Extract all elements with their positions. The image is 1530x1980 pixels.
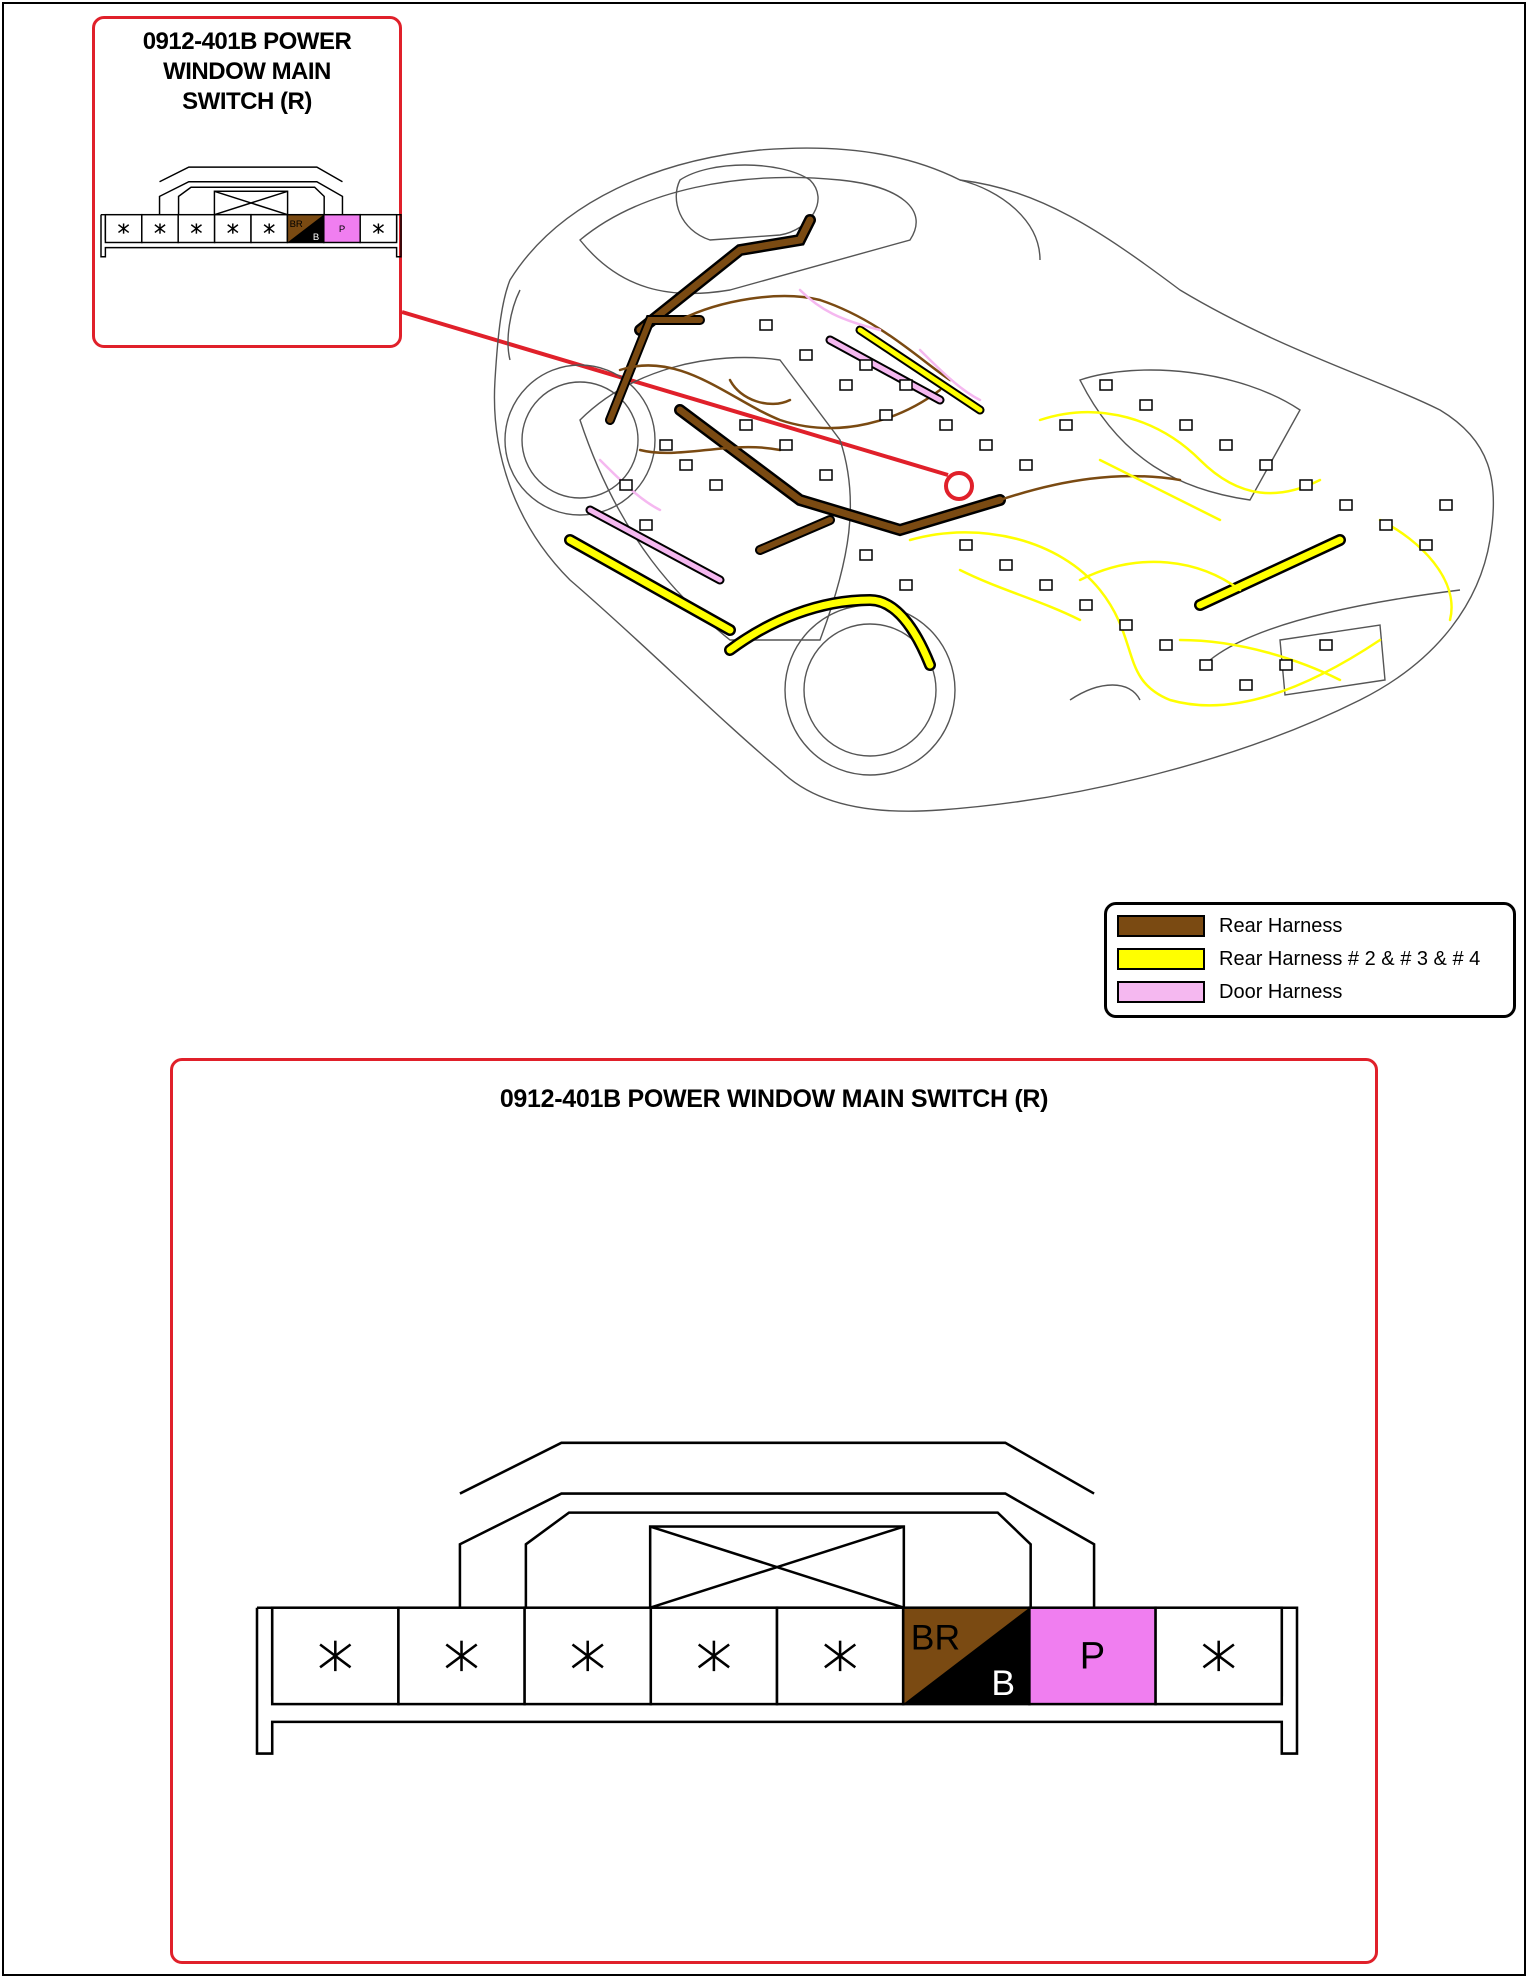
svg-text:B: B <box>312 231 320 243</box>
connector-title-line-3: SWITCH (R) <box>182 88 312 115</box>
harness-legend <box>1104 902 1516 1018</box>
connector-pin-4 <box>651 1608 777 1704</box>
connector-diagram-large <box>257 1441 1297 1711</box>
svg-text:BR: BR <box>289 218 303 230</box>
legend-label-rear-harness-2-3-4: Rear Harness # 2 & # 3 & # 4 <box>1219 947 1481 970</box>
svg-text:P: P <box>1079 1635 1106 1678</box>
connector-pin-6 <box>903 1608 1029 1704</box>
svg-text:B: B <box>991 1663 1016 1704</box>
legend-item-rear-harness <box>1117 911 1342 941</box>
svg-text:BR: BR <box>910 1617 961 1658</box>
connector-title-line-2: WINDOW MAIN <box>163 58 331 85</box>
svg-text:P: P <box>338 224 346 236</box>
legend-item-rear-harness-2-3-4 <box>1117 944 1480 974</box>
connector-housing-outline <box>460 1494 1094 1608</box>
legend-swatch-rear-harness <box>1117 915 1205 937</box>
vehicle-wiring-illustration <box>480 120 1510 840</box>
legend-item-door-harness <box>1117 977 1342 1007</box>
connector-callout-large <box>170 1058 1378 1964</box>
connector-pin-2 <box>398 1608 524 1704</box>
connector-pin-8 <box>1156 1608 1282 1704</box>
connector-pin-3 <box>525 1608 651 1704</box>
legend-swatch-door-harness <box>1117 981 1205 1003</box>
connector-title-line-1: 0912-401B POWER <box>142 28 352 55</box>
legend-swatch-rear-harness-2-3-4 <box>1117 948 1205 970</box>
connector-pin-5 <box>777 1608 903 1704</box>
legend-label-door-harness: Door Harness <box>1219 980 1343 1003</box>
legend-label-rear-harness: Rear Harness <box>1219 914 1343 937</box>
connector-pin-7 <box>1029 1608 1155 1704</box>
connector-title-large: 0912-401B POWER WINDOW MAIN SWITCH (R) <box>499 1085 1049 1113</box>
connector-pin-1 <box>272 1608 398 1704</box>
